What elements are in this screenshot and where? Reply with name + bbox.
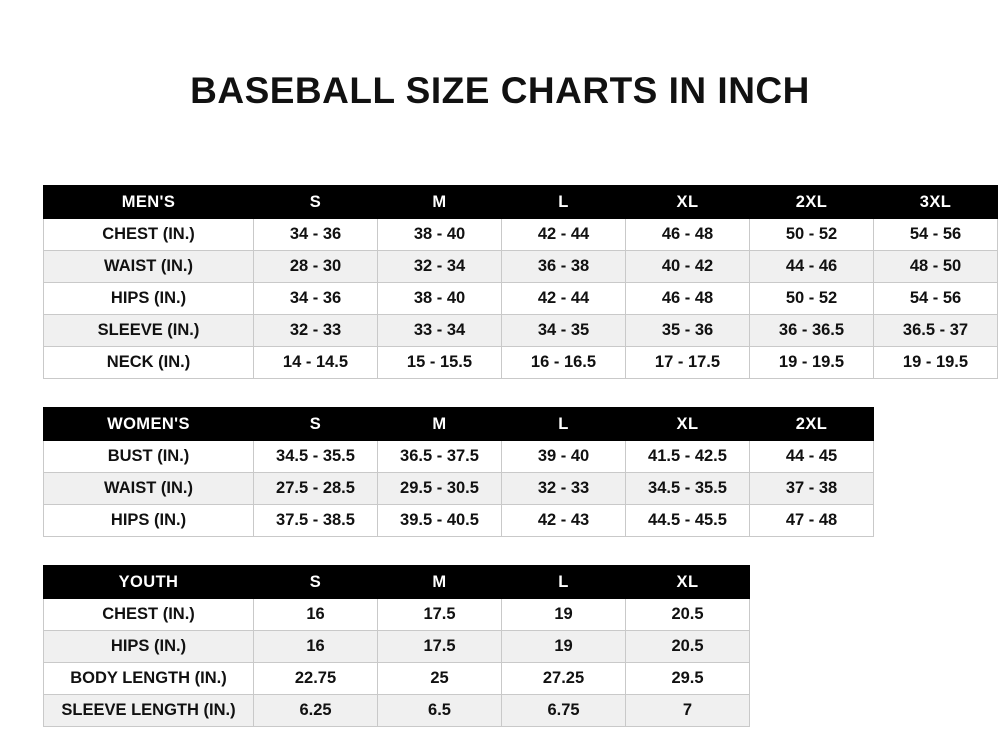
table-cell: 7 (626, 695, 750, 727)
table-cell: 42 - 44 (502, 283, 626, 315)
table-row (44, 599, 750, 631)
table-title-mens: MEN'S (44, 186, 254, 219)
table-cell: 47 - 48 (750, 505, 874, 537)
table-title-youth: YOUTH (44, 566, 254, 599)
table-row (44, 219, 998, 251)
table-cell: 36.5 - 37 (874, 315, 998, 347)
row-label: NECK (IN.) (44, 347, 254, 379)
row-label: WAIST (IN.) (44, 251, 254, 283)
row-label: BODY LENGTH (IN.) (44, 663, 254, 695)
table-cell: 37 - 38 (750, 473, 874, 505)
table-cell: 32 - 33 (254, 315, 378, 347)
table-cell: 44 - 45 (750, 441, 874, 473)
table-cell: 29.5 - 30.5 (378, 473, 502, 505)
table-cell: 50 - 52 (750, 219, 874, 251)
column-header: M (378, 408, 502, 441)
table-cell: 46 - 48 (626, 219, 750, 251)
table-cell: 37.5 - 38.5 (254, 505, 378, 537)
table-cell: 35 - 36 (626, 315, 750, 347)
table-title-womens: WOMEN'S (44, 408, 254, 441)
size-table-womens (43, 407, 874, 537)
table-cell: 19 (502, 631, 626, 663)
table-cell: 6.25 (254, 695, 378, 727)
table-header-row (44, 186, 998, 219)
table-cell: 15 - 15.5 (378, 347, 502, 379)
table-cell: 6.75 (502, 695, 626, 727)
column-header: M (378, 186, 502, 219)
table-cell: 48 - 50 (874, 251, 998, 283)
table-cell: 41.5 - 42.5 (626, 441, 750, 473)
table-cell: 42 - 44 (502, 219, 626, 251)
table-row (44, 283, 998, 315)
size-tables-container (43, 185, 998, 727)
table-row (44, 505, 874, 537)
table-cell: 42 - 43 (502, 505, 626, 537)
table-cell: 44 - 46 (750, 251, 874, 283)
table-cell: 32 - 33 (502, 473, 626, 505)
row-label: CHEST (IN.) (44, 599, 254, 631)
table-header-row (44, 566, 750, 599)
table-cell: 20.5 (626, 599, 750, 631)
table-cell: 16 - 16.5 (502, 347, 626, 379)
table-row (44, 347, 998, 379)
column-header: 2XL (750, 186, 874, 219)
table-cell: 20.5 (626, 631, 750, 663)
table-cell: 33 - 34 (378, 315, 502, 347)
table-row (44, 315, 998, 347)
table-cell: 44.5 - 45.5 (626, 505, 750, 537)
table-cell: 29.5 (626, 663, 750, 695)
table-cell: 17.5 (378, 631, 502, 663)
table-cell: 39 - 40 (502, 441, 626, 473)
column-header: XL (626, 186, 750, 219)
table-cell: 16 (254, 631, 378, 663)
table-cell: 19 - 19.5 (874, 347, 998, 379)
table-cell: 36 - 36.5 (750, 315, 874, 347)
row-label: BUST (IN.) (44, 441, 254, 473)
table-header-row (44, 408, 874, 441)
table-cell: 54 - 56 (874, 283, 998, 315)
table-row (44, 695, 750, 727)
table-cell: 54 - 56 (874, 219, 998, 251)
table-cell: 34 - 36 (254, 219, 378, 251)
table-cell: 19 - 19.5 (750, 347, 874, 379)
table-cell: 34 - 36 (254, 283, 378, 315)
table-cell: 38 - 40 (378, 219, 502, 251)
column-header: L (502, 186, 626, 219)
table-cell: 34.5 - 35.5 (254, 441, 378, 473)
table-spacer (43, 379, 998, 407)
column-header: 2XL (750, 408, 874, 441)
table-cell: 14 - 14.5 (254, 347, 378, 379)
column-header: XL (626, 566, 750, 599)
table-row (44, 473, 874, 505)
table-cell: 17 - 17.5 (626, 347, 750, 379)
table-cell: 46 - 48 (626, 283, 750, 315)
size-table-mens (43, 185, 998, 379)
table-cell: 34.5 - 35.5 (626, 473, 750, 505)
table-cell: 27.5 - 28.5 (254, 473, 378, 505)
row-label: SLEEVE (IN.) (44, 315, 254, 347)
page-title: BASEBALL SIZE CHARTS IN INCH (190, 70, 810, 111)
table-cell: 6.5 (378, 695, 502, 727)
row-label: HIPS (IN.) (44, 505, 254, 537)
column-header: 3XL (874, 186, 998, 219)
row-label: SLEEVE LENGTH (IN.) (44, 695, 254, 727)
table-cell: 25 (378, 663, 502, 695)
column-header: XL (626, 408, 750, 441)
column-header: S (254, 566, 378, 599)
row-label: CHEST (IN.) (44, 219, 254, 251)
row-label: HIPS (IN.) (44, 631, 254, 663)
table-spacer (43, 537, 998, 565)
column-header: L (502, 408, 626, 441)
table-cell: 34 - 35 (502, 315, 626, 347)
table-row (44, 251, 998, 283)
column-header: L (502, 566, 626, 599)
table-cell: 50 - 52 (750, 283, 874, 315)
table-cell: 19 (502, 599, 626, 631)
column-header: M (378, 566, 502, 599)
size-table-youth (43, 565, 750, 727)
table-cell: 40 - 42 (626, 251, 750, 283)
table-cell: 22.75 (254, 663, 378, 695)
table-row (44, 631, 750, 663)
table-row (44, 441, 874, 473)
table-cell: 38 - 40 (378, 283, 502, 315)
column-header: S (254, 408, 378, 441)
column-header: S (254, 186, 378, 219)
table-cell: 27.25 (502, 663, 626, 695)
row-label: WAIST (IN.) (44, 473, 254, 505)
table-cell: 17.5 (378, 599, 502, 631)
table-cell: 16 (254, 599, 378, 631)
table-cell: 39.5 - 40.5 (378, 505, 502, 537)
table-cell: 28 - 30 (254, 251, 378, 283)
table-cell: 32 - 34 (378, 251, 502, 283)
row-label: HIPS (IN.) (44, 283, 254, 315)
table-row (44, 663, 750, 695)
table-cell: 36.5 - 37.5 (378, 441, 502, 473)
table-cell: 36 - 38 (502, 251, 626, 283)
